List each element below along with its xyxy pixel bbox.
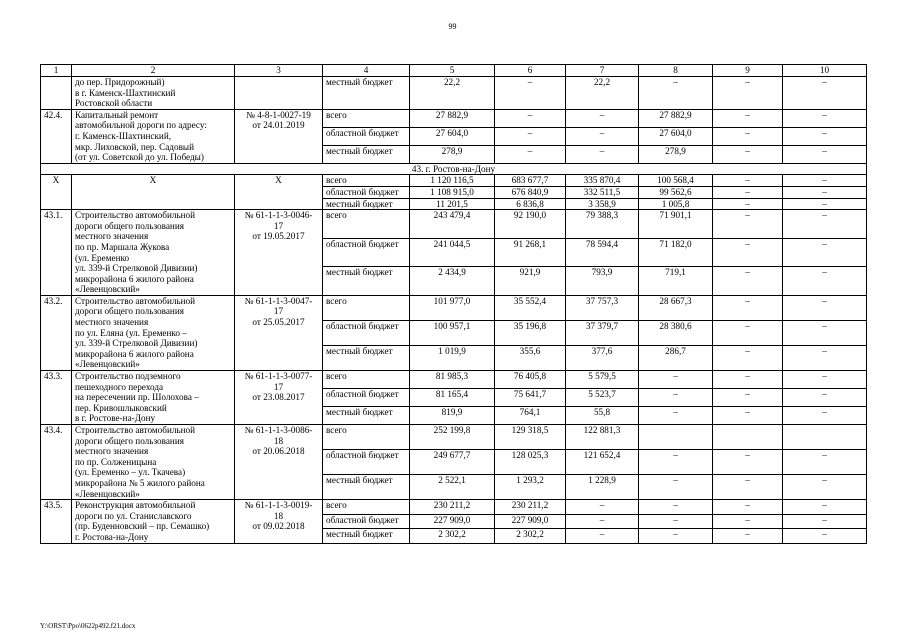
amount-cell: – bbox=[639, 450, 713, 475]
col-header: 3 bbox=[235, 65, 323, 77]
doc-ref bbox=[235, 371, 323, 425]
amount-cell: 921,9 bbox=[495, 267, 566, 296]
item-number: 43.3. bbox=[41, 371, 72, 425]
table-row bbox=[41, 210, 867, 239]
doc-ref-line: № 4-8-1-0027-19 bbox=[246, 109, 311, 120]
table-row bbox=[41, 77, 867, 110]
amount-cell: 355,6 bbox=[495, 345, 566, 370]
amount-cell: 71 901,1 bbox=[639, 210, 713, 239]
object-name-line: (ул. Еременко – ул. Ткачева) bbox=[75, 467, 186, 478]
item-number: 43.5. bbox=[41, 500, 72, 543]
doc-ref-line: № 61-1-1-3-0086- bbox=[244, 425, 313, 435]
amount-cell: 1 019,9 bbox=[410, 345, 495, 370]
object-name-line: Строительство автомобильной bbox=[75, 295, 196, 306]
amount-cell: 92 190,0 bbox=[495, 210, 566, 239]
funding-source: местный бюджет bbox=[323, 145, 410, 163]
col-header: 2 bbox=[72, 65, 235, 77]
amount-cell: – bbox=[783, 295, 867, 320]
object-name-line: ул. 339-й Стрелковой Дивизии) bbox=[75, 338, 198, 349]
amount-cell: 2 302,2 bbox=[495, 529, 566, 543]
doc-ref-line: от 25.05.2017 bbox=[252, 317, 305, 328]
amount-cell: – bbox=[783, 267, 867, 296]
amount-cell: 81 985,3 bbox=[410, 371, 495, 389]
file-path-footer: Y:\ORST\Ppo\0622p492.f21.docx bbox=[40, 622, 136, 630]
amount-cell: 252 199,8 bbox=[410, 425, 495, 450]
amount-cell: 249 677,7 bbox=[410, 450, 495, 475]
object-name bbox=[72, 425, 235, 500]
amount-cell: – bbox=[713, 186, 783, 198]
funding-source: областной бюджет bbox=[323, 238, 410, 267]
amount-cell: 27 604,0 bbox=[639, 127, 713, 145]
amount-cell: 5 523,7 bbox=[566, 389, 639, 407]
object-name-line: Капитальный ремонт bbox=[75, 109, 159, 120]
amount-cell: 100 957,1 bbox=[410, 320, 495, 345]
budget-table bbox=[40, 64, 867, 544]
amount-cell: – bbox=[783, 175, 867, 187]
amount-cell: 241 044,5 bbox=[410, 238, 495, 267]
amount-cell: – bbox=[495, 127, 566, 145]
amount-cell: 129 318,5 bbox=[495, 425, 566, 450]
amount-cell: 683 677,7 bbox=[495, 175, 566, 187]
amount-cell: – bbox=[713, 529, 783, 543]
doc-ref bbox=[235, 77, 323, 110]
amount-cell: 22,2 bbox=[410, 77, 495, 110]
funding-source: областной бюджет bbox=[323, 389, 410, 407]
amount-cell: 764,1 bbox=[495, 407, 566, 425]
amount-cell: – bbox=[713, 514, 783, 528]
amount-cell: 3 358,9 bbox=[566, 198, 639, 210]
object-name-line: местного значения bbox=[75, 317, 149, 328]
funding-source: местный бюджет bbox=[323, 529, 410, 543]
col-header: 7 bbox=[566, 65, 639, 77]
amount-cell: 227 909,0 bbox=[495, 514, 566, 528]
funding-source: областной бюджет bbox=[323, 450, 410, 475]
doc-ref-line: 18 bbox=[273, 510, 284, 521]
amount-cell: 2 434,9 bbox=[410, 267, 495, 296]
amount-cell: – bbox=[783, 127, 867, 145]
amount-cell: – bbox=[713, 267, 783, 296]
amount-cell: – bbox=[783, 500, 867, 514]
object-name-line: до пер. Придорожный) bbox=[75, 77, 165, 87]
table-row bbox=[41, 295, 867, 320]
amount-cell: – bbox=[783, 407, 867, 425]
amount-cell: 27 882,9 bbox=[639, 109, 713, 127]
amount-cell: 100 568,4 bbox=[639, 175, 713, 187]
amount-cell: 819,9 bbox=[410, 407, 495, 425]
amount-cell: 332 511,5 bbox=[566, 186, 639, 198]
object-name-line: Ростовской области bbox=[75, 98, 153, 109]
amount-cell: – bbox=[639, 500, 713, 514]
funding-source: всего bbox=[323, 175, 410, 187]
amount-cell: 227 909,0 bbox=[410, 514, 495, 528]
object-name-line: на пересечении пр. Шолохова – bbox=[75, 392, 199, 403]
object-name-line: дороги общего пользования bbox=[75, 220, 184, 231]
object-name-line: местного значения bbox=[75, 231, 149, 242]
amount-cell: – bbox=[713, 389, 783, 407]
col-header: 4 bbox=[323, 65, 410, 77]
object-name-line: Реконструкция автомобильной bbox=[75, 500, 196, 511]
doc-ref-line: от 19.05.2017 bbox=[252, 231, 305, 242]
amount-cell: 335 870,4 bbox=[566, 175, 639, 187]
amount-cell: 278,9 bbox=[639, 145, 713, 163]
funding-source: всего bbox=[323, 109, 410, 127]
funding-source: всего bbox=[323, 425, 410, 450]
object-name-line: (от ул. Советской до ул. Победы) bbox=[75, 152, 204, 163]
amount-cell bbox=[713, 425, 783, 450]
amount-cell: – bbox=[639, 475, 713, 500]
amount-cell: – bbox=[783, 198, 867, 210]
amount-cell: – bbox=[639, 407, 713, 425]
item-number: 42.4. bbox=[41, 109, 72, 163]
amount-cell: 1 005,8 bbox=[639, 198, 713, 210]
amount-cell: – bbox=[566, 145, 639, 163]
amount-cell: – bbox=[783, 320, 867, 345]
item-number bbox=[41, 77, 72, 110]
funding-source: областной бюджет bbox=[323, 320, 410, 345]
amount-cell: 6 836,8 bbox=[495, 198, 566, 210]
object-name-line: по ул. Еляна (ул. Еременко – bbox=[75, 327, 187, 338]
amount-cell: – bbox=[713, 371, 783, 389]
amount-cell: – bbox=[713, 320, 783, 345]
object-name-line: ул. 339-й Стрелковой Дивизии) bbox=[75, 263, 198, 274]
section-row bbox=[41, 163, 867, 175]
col-header: 10 bbox=[783, 65, 867, 77]
amount-cell: – bbox=[713, 175, 783, 187]
table-row bbox=[41, 371, 867, 389]
object-name-line: (ул. Еременко bbox=[75, 252, 130, 263]
doc-ref-line: от 20.06.2018 bbox=[252, 446, 305, 457]
amount-cell: 76 405,8 bbox=[495, 371, 566, 389]
amount-cell: 2 522,1 bbox=[410, 475, 495, 500]
funding-source: местный бюджет bbox=[323, 407, 410, 425]
amount-cell: 2 302,2 bbox=[410, 529, 495, 543]
amount-cell: 278,9 bbox=[410, 145, 495, 163]
object-name-line: в г. Каменск-Шахтинский bbox=[75, 87, 176, 98]
amount-cell: 28 380,6 bbox=[639, 320, 713, 345]
object-name-line: (пр. Буденновский – пр. Семашко) bbox=[75, 521, 210, 532]
amount-cell: – bbox=[713, 295, 783, 320]
object-name bbox=[72, 371, 235, 425]
amount-cell: 27 604,0 bbox=[410, 127, 495, 145]
amount-cell: 793,9 bbox=[566, 267, 639, 296]
funding-source: местный бюджет bbox=[323, 267, 410, 296]
amount-cell: – bbox=[566, 109, 639, 127]
amount-cell: 28 667,3 bbox=[639, 295, 713, 320]
header-row bbox=[41, 65, 867, 77]
amount-cell: 99 562,6 bbox=[639, 186, 713, 198]
object-name bbox=[72, 109, 235, 163]
amount-cell: – bbox=[783, 514, 867, 528]
doc-ref-line: от 23.08.2017 bbox=[252, 392, 305, 403]
item-number: 43.2. bbox=[41, 295, 72, 370]
object-name-line: микрорайона 6 жилого района bbox=[75, 348, 194, 359]
doc-ref-line: от 09.02.2018 bbox=[252, 521, 305, 532]
object-name-line: местного значения bbox=[75, 446, 149, 457]
object-name-line: г. Каменск-Шахтинский, bbox=[75, 130, 172, 141]
doc-ref-line: 17 bbox=[273, 306, 284, 317]
table-row bbox=[41, 500, 867, 514]
funding-source: всего bbox=[323, 210, 410, 239]
doc-ref bbox=[235, 210, 323, 296]
amount-cell: – bbox=[639, 77, 713, 110]
doc-ref bbox=[235, 109, 323, 163]
amount-cell: 37 379,7 bbox=[566, 320, 639, 345]
amount-cell: – bbox=[713, 407, 783, 425]
amount-cell: – bbox=[783, 345, 867, 370]
amount-cell: – bbox=[639, 389, 713, 407]
object-name-line: г. Ростова-на-Дону bbox=[75, 531, 149, 542]
doc-ref-line: 17 bbox=[273, 381, 284, 392]
amount-cell: 78 594,4 bbox=[566, 238, 639, 267]
amount-cell: 230 211,2 bbox=[410, 500, 495, 514]
amount-cell: 243 479,4 bbox=[410, 210, 495, 239]
amount-cell: 11 201,5 bbox=[410, 198, 495, 210]
amount-cell bbox=[639, 425, 713, 450]
object-name-line: по пр. Маршала Жукова bbox=[75, 241, 170, 252]
amount-cell: – bbox=[495, 77, 566, 110]
col-header: 1 bbox=[41, 65, 72, 77]
object-name-line: дороги общего пользования bbox=[75, 435, 184, 446]
section-title: 43. г. Ростов-на-Дону bbox=[41, 163, 867, 175]
amount-cell: – bbox=[566, 500, 639, 514]
amount-cell: – bbox=[566, 529, 639, 543]
doc-ref bbox=[235, 295, 323, 370]
funding-source: местный бюджет bbox=[323, 198, 410, 210]
doc-ref: X bbox=[235, 175, 323, 210]
amount-cell: 35 552,4 bbox=[495, 295, 566, 320]
amount-cell: 79 388,3 bbox=[566, 210, 639, 239]
item-number: X bbox=[41, 175, 72, 210]
amount-cell: – bbox=[639, 514, 713, 528]
doc-ref-line: № 61-1-1-3-0019- bbox=[244, 500, 313, 511]
table-row bbox=[41, 425, 867, 450]
object-name bbox=[72, 210, 235, 296]
amount-cell: 719,1 bbox=[639, 267, 713, 296]
amount-cell: 91 268,1 bbox=[495, 238, 566, 267]
amount-cell: – bbox=[566, 127, 639, 145]
amount-cell bbox=[783, 425, 867, 450]
col-header: 9 bbox=[713, 65, 783, 77]
object-name-line: в г. Ростове-на-Дону bbox=[75, 413, 156, 424]
doc-ref-line: № 61-1-1-3-0046- bbox=[244, 210, 313, 221]
amount-cell: – bbox=[713, 210, 783, 239]
amount-cell: 35 196,8 bbox=[495, 320, 566, 345]
object-name-line: пер. Кривошлыковский bbox=[75, 402, 167, 413]
object-name-line: микрорайона № 5 жилого района bbox=[75, 477, 205, 488]
object-name-line: «Левенцовский» bbox=[75, 359, 140, 370]
col-header: 8 bbox=[639, 65, 713, 77]
amount-cell: 22,2 bbox=[566, 77, 639, 110]
col-header: 6 bbox=[495, 65, 566, 77]
amount-cell: – bbox=[639, 371, 713, 389]
doc-ref-line: № 61-1-1-3-0047- bbox=[244, 295, 313, 306]
doc-ref bbox=[235, 425, 323, 500]
amount-cell: 128 025,3 bbox=[495, 450, 566, 475]
funding-source: местный бюджет bbox=[323, 77, 410, 110]
object-name bbox=[72, 77, 235, 110]
amount-cell: 27 882,9 bbox=[410, 109, 495, 127]
amount-cell: 1 293,2 bbox=[495, 475, 566, 500]
object-name: X bbox=[72, 175, 235, 210]
object-name-line: «Левенцовский» bbox=[75, 488, 140, 499]
object-name-line: микрорайона 6 жилого района bbox=[75, 273, 194, 284]
amount-cell: 55,8 bbox=[566, 407, 639, 425]
amount-cell: 37 757,3 bbox=[566, 295, 639, 320]
amount-cell: – bbox=[713, 145, 783, 163]
amount-cell: – bbox=[783, 210, 867, 239]
object-name-line: Строительство автомобильной bbox=[75, 425, 196, 435]
amount-cell: – bbox=[713, 450, 783, 475]
funding-source: областной бюджет bbox=[323, 127, 410, 145]
amount-cell: 101 977,0 bbox=[410, 295, 495, 320]
amount-cell: – bbox=[713, 345, 783, 370]
amount-cell: – bbox=[783, 145, 867, 163]
amount-cell: – bbox=[566, 514, 639, 528]
amount-cell: – bbox=[783, 238, 867, 267]
amount-cell: – bbox=[639, 529, 713, 543]
object-name-line: дороги общего пользования bbox=[75, 306, 184, 317]
amount-cell: 1 108 915,0 bbox=[410, 186, 495, 198]
funding-source: всего bbox=[323, 500, 410, 514]
amount-cell: 122 881,3 bbox=[566, 425, 639, 450]
funding-source: областной бюджет bbox=[323, 514, 410, 528]
amount-cell: 1 120 116,5 bbox=[410, 175, 495, 187]
funding-source: всего bbox=[323, 371, 410, 389]
funding-source: областной бюджет bbox=[323, 186, 410, 198]
amount-cell: – bbox=[713, 109, 783, 127]
amount-cell: – bbox=[783, 109, 867, 127]
amount-cell: – bbox=[713, 198, 783, 210]
table-row bbox=[41, 109, 867, 127]
amount-cell: 71 182,0 bbox=[639, 238, 713, 267]
amount-cell: – bbox=[713, 127, 783, 145]
funding-source: всего bbox=[323, 295, 410, 320]
object-name-line: дороги по ул. Станиславского bbox=[75, 510, 192, 521]
amount-cell: – bbox=[713, 77, 783, 110]
object-name bbox=[72, 295, 235, 370]
amount-cell: – bbox=[783, 77, 867, 110]
amount-cell: – bbox=[783, 186, 867, 198]
amount-cell: – bbox=[783, 475, 867, 500]
amount-cell: – bbox=[783, 389, 867, 407]
doc-ref-line: 18 bbox=[273, 435, 284, 446]
amount-cell: – bbox=[713, 475, 783, 500]
item-number: 43.1. bbox=[41, 210, 72, 296]
amount-cell: – bbox=[713, 238, 783, 267]
amount-cell: – bbox=[713, 500, 783, 514]
col-header: 5 bbox=[410, 65, 495, 77]
amount-cell: – bbox=[495, 109, 566, 127]
amount-cell: – bbox=[783, 529, 867, 543]
amount-cell: 75 641,7 bbox=[495, 389, 566, 407]
amount-cell: 121 652,4 bbox=[566, 450, 639, 475]
amount-cell: 230 211,2 bbox=[495, 500, 566, 514]
funding-source: местный бюджет bbox=[323, 345, 410, 370]
object-name-line: мкр. Лиховской, пер. Садовый bbox=[75, 141, 194, 152]
doc-ref-line: от 24.01.2019 bbox=[252, 120, 305, 131]
amount-cell: 377,6 bbox=[566, 345, 639, 370]
amount-cell: – bbox=[495, 145, 566, 163]
doc-ref bbox=[235, 500, 323, 543]
doc-ref-line: 17 bbox=[273, 220, 284, 231]
item-number: 43.4. bbox=[41, 425, 72, 500]
object-name-line: Строительство автомобильной bbox=[75, 210, 196, 221]
object-name-line: Строительство подземного bbox=[75, 371, 181, 382]
doc-ref-line: № 61-1-1-3-0077- bbox=[244, 371, 313, 382]
page-number: 99 bbox=[448, 22, 457, 31]
object-name-line: по пр. Солженицына bbox=[75, 456, 157, 467]
amount-cell: 81 165,4 bbox=[410, 389, 495, 407]
amount-cell: 5 579,5 bbox=[566, 371, 639, 389]
object-name bbox=[72, 500, 235, 543]
object-name-line: пешеходного перехода bbox=[75, 381, 164, 392]
funding-source: местный бюджет bbox=[323, 475, 410, 500]
amount-cell: – bbox=[783, 371, 867, 389]
object-name-line: автомобильной дороги по адресу: bbox=[75, 120, 207, 131]
amount-cell: 1 228,9 bbox=[566, 475, 639, 500]
amount-cell: 676 840,9 bbox=[495, 186, 566, 198]
object-name-line: «Левенцовский» bbox=[75, 284, 140, 295]
table-row bbox=[41, 175, 867, 187]
amount-cell: – bbox=[783, 450, 867, 475]
amount-cell: 286,7 bbox=[639, 345, 713, 370]
